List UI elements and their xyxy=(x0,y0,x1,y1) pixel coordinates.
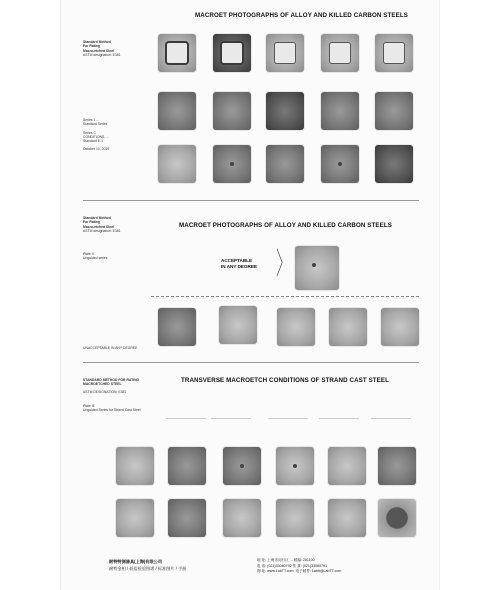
macro-photo xyxy=(381,308,419,346)
macro-photo xyxy=(321,92,359,130)
macro-photo xyxy=(321,34,359,72)
section3-side-info xyxy=(83,378,158,394)
side-heading-line: MACROETCHED STEEL xyxy=(83,382,122,387)
side-note: Unguided series xyxy=(83,256,108,261)
side-note: Series C xyxy=(83,130,97,135)
macro-photo xyxy=(158,34,196,72)
footer-email[interactable]: 电子邮件: Labtt@LabTT.com xyxy=(295,569,342,573)
side-designation: ASTM designation: E381 xyxy=(83,52,121,57)
macro-photo xyxy=(116,447,154,485)
macro-photo xyxy=(328,499,366,537)
chevron-right-icon: 〉 xyxy=(276,247,290,282)
section-divider xyxy=(83,200,419,201)
macro-photo xyxy=(378,447,416,485)
macro-photo xyxy=(158,308,196,346)
macro-photo xyxy=(158,145,196,183)
macro-photo xyxy=(168,499,206,537)
macro-photo xyxy=(277,308,315,346)
section1-side-notes xyxy=(83,118,153,152)
section-divider xyxy=(83,362,419,363)
macro-photo xyxy=(276,447,314,485)
side-heading-line: Standard Method xyxy=(83,40,111,44)
side-designation: ASTM designation: E381 xyxy=(83,228,121,233)
macro-photo xyxy=(375,34,413,72)
side-designation: ASTM DESIGNATION: E381 xyxy=(83,389,127,394)
side-note: Series 1 ... xyxy=(83,118,100,122)
section2-side-info xyxy=(83,216,153,233)
acceptable-label-line: ACCEPTABLE xyxy=(221,258,253,263)
footer-contact xyxy=(257,558,341,575)
macro-photo xyxy=(375,145,413,183)
footer-address: 地 址: 上海市闵行区 ... 邮编: 201100 xyxy=(257,558,315,562)
macro-photo xyxy=(378,499,416,537)
side-heading-line: Standard Method xyxy=(83,216,111,220)
side-heading-line: For Rating xyxy=(83,44,100,49)
macro-photo xyxy=(276,499,314,537)
side-note: October 10, 2019 xyxy=(83,147,110,152)
macro-photo xyxy=(266,92,304,130)
macro-photo xyxy=(223,447,261,485)
section2-title: MACROET PHOTOGRAPHS OF ALLOY AND KILLED CARBON STEELS xyxy=(179,222,392,229)
footer-phone: 电 话: (021)33080792 传 真: (021)33080791 xyxy=(257,563,328,568)
document-page xyxy=(60,0,440,590)
side-heading-line: STANDARD METHOD FOR RATING xyxy=(83,378,140,382)
side-note: Plate III xyxy=(83,404,95,408)
macro-photo xyxy=(116,499,154,537)
macro-photo-acceptable xyxy=(295,246,339,290)
section1-side-info xyxy=(83,40,153,57)
side-heading-line: Macro-etched Steel xyxy=(83,48,115,53)
side-note: Standard E-1 xyxy=(83,139,103,144)
macro-photo xyxy=(223,499,261,537)
macro-photo xyxy=(329,308,367,346)
side-note: Unguided Series for Strand Cast Steel xyxy=(83,408,141,413)
dashed-divider xyxy=(151,296,419,297)
macro-photo xyxy=(321,145,359,183)
condition-note xyxy=(371,418,411,440)
condition-note xyxy=(166,418,206,440)
section3-title: TRANSVERSE MACROETCH CONDITIONS OF STRAND CAST STEEL xyxy=(181,377,390,384)
macro-photo xyxy=(375,92,413,130)
macro-photo xyxy=(213,92,251,130)
side-heading-line: For Rating xyxy=(83,220,100,225)
macro-photo xyxy=(328,447,366,485)
footer-website[interactable]: 网 址: www.LabTT.com xyxy=(257,569,294,573)
side-note: Standard Series xyxy=(83,122,108,127)
macro-photo xyxy=(213,34,251,72)
acceptable-label xyxy=(221,258,257,270)
macro-photo xyxy=(266,145,304,183)
section2-side-notes xyxy=(83,252,153,261)
side-note: Plate II xyxy=(83,252,94,256)
side-note: CONDITIONS, ... xyxy=(83,134,109,139)
macro-photo xyxy=(168,447,206,485)
company-subtitle: 耐特金相 / 低倍检验图谱 / 标准图片 / 手册 xyxy=(109,566,187,571)
macro-photo xyxy=(158,92,196,130)
macro-photo xyxy=(219,306,257,344)
section1-title: MACROET PHOTOGRAPHS OF ALLOY AND KILLED CARBON STEELS xyxy=(195,12,408,19)
company-name: 耐特特测器具(上海)有限公司 xyxy=(109,559,163,564)
condition-note xyxy=(319,418,359,440)
macro-photo xyxy=(266,34,304,72)
condition-note xyxy=(211,418,251,440)
acceptable-label-line: IN ANY DEGREE xyxy=(221,264,257,269)
condition-note xyxy=(268,418,308,440)
footer-company xyxy=(109,558,186,572)
section3-side-notes xyxy=(83,404,163,413)
unacceptable-label: UNACCEPTABLE IN ANY DEGREE xyxy=(83,346,138,350)
side-heading-line: Macro-etched Steel xyxy=(83,224,115,229)
macro-photo xyxy=(213,145,251,183)
